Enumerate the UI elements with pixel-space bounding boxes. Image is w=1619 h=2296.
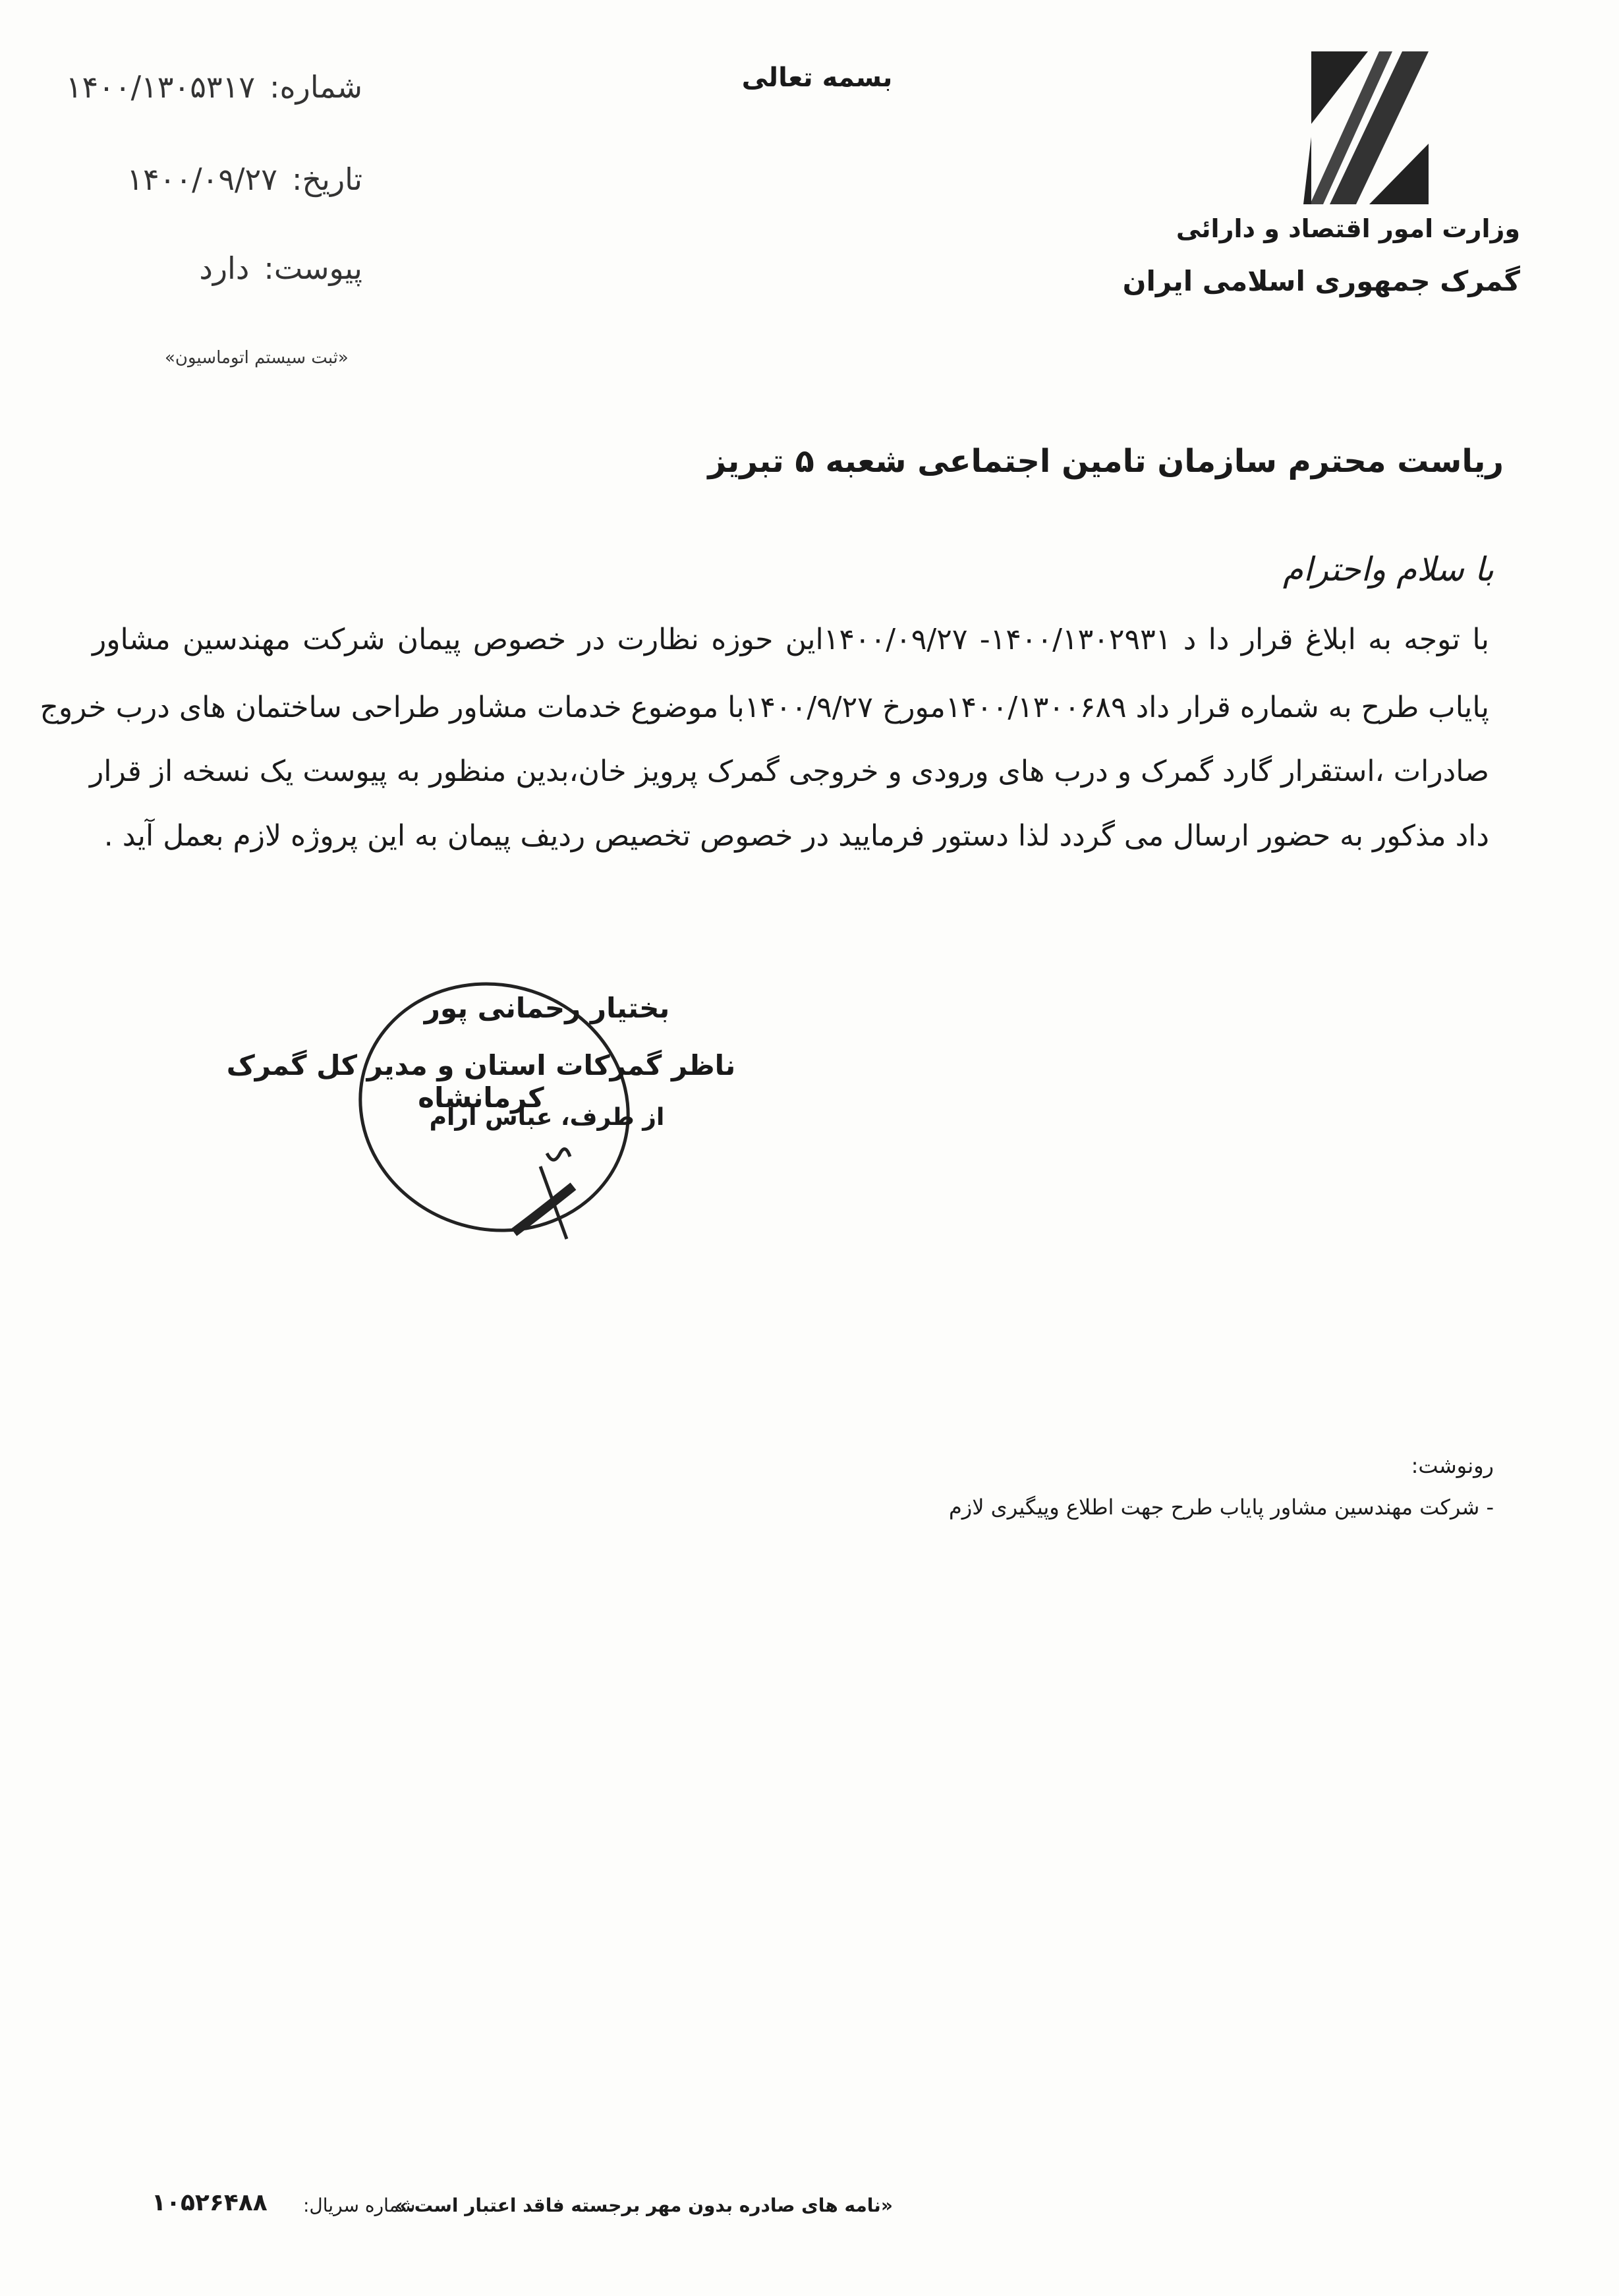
ministry-name: وزارت امور اقتصاد و دارائی bbox=[1176, 214, 1520, 243]
bismillah-heading: بسمه تعالی bbox=[741, 63, 893, 93]
letter-attachment bbox=[40, 250, 362, 286]
body-line: پایاب طرح به شماره قرار داد ۱۴۰۰/۱۳۰۰۶۸۹مورخ ۱۴۰۰/۹/۲۷با موضوع خدمات مشاور طراحی ساختمان های درب خروج bbox=[40, 691, 1489, 724]
automation-note: «ثبت سیستم اتوماسیون» bbox=[165, 348, 349, 368]
serial-number: ۱۰۵۲۶۴۸۸ bbox=[152, 2189, 268, 2216]
body-line: داد مذکور به حضور ارسال می گردد لذا دستور فرمایید در خصوص تخصیص ردیف پیمان به این پروژه لازم بعمل آید . bbox=[103, 819, 1489, 853]
cc-item: - شرکت مهندسین مشاور پایاب طرح جهت اطلاع وپیگیری لازم bbox=[948, 1495, 1494, 1520]
letter-number bbox=[40, 69, 362, 105]
number-value: ۱۴۰۰/۱۳۰۵۳۱۷ bbox=[65, 69, 256, 105]
footer-validity-note: «نامه های صادره بدون مهر برجسته فاقد اعتبار است.» bbox=[395, 2195, 893, 2216]
body-line: با توجه به ابلاغ قرار دا د ۱۴۰۰/۱۳۰۲۹۳۱- ۱۴۰۰/۰۹/۲۷این حوزه نظارت در خصوص پیمان شرکت مهندسین مشاور bbox=[92, 623, 1489, 656]
signatory-title: ناظر گمرکات استان و مدیر کل گمرک کرمانشاه bbox=[226, 1049, 736, 1114]
date-value: ۱۴۰۰/۰۹/۲۷ bbox=[127, 161, 277, 197]
greeting-handwritten: با سلام واحترام bbox=[1282, 550, 1494, 588]
number-label: شماره: bbox=[270, 69, 362, 105]
date-label: تاریخ: bbox=[291, 161, 362, 197]
organization-name: گمرک جمهوری اسلامی ایران bbox=[1122, 265, 1520, 297]
attachment-label: پیوست: bbox=[264, 250, 362, 286]
signed-on-behalf: از طرف، عباس آرام bbox=[429, 1104, 665, 1131]
letter-date bbox=[40, 161, 362, 197]
attachment-value: دارد bbox=[199, 250, 250, 286]
customs-logo-icon bbox=[1297, 51, 1444, 204]
body-line: صادرات ،استقرار گارد گمرک و درب های ورودی و خروجی گمرک پرویز خان،بدین منظور به پیوست یک نسخه از قرار bbox=[90, 755, 1489, 788]
recipient-heading: ریاست محترم سازمان تامین اجتماعی شعبه ۵ تبریز bbox=[708, 443, 1504, 480]
serial-label: شماره سریال: bbox=[303, 2195, 416, 2216]
cc-label: رونوشت: bbox=[1411, 1453, 1494, 1478]
signatory-name: بختیار رحمانی پور bbox=[424, 992, 670, 1024]
